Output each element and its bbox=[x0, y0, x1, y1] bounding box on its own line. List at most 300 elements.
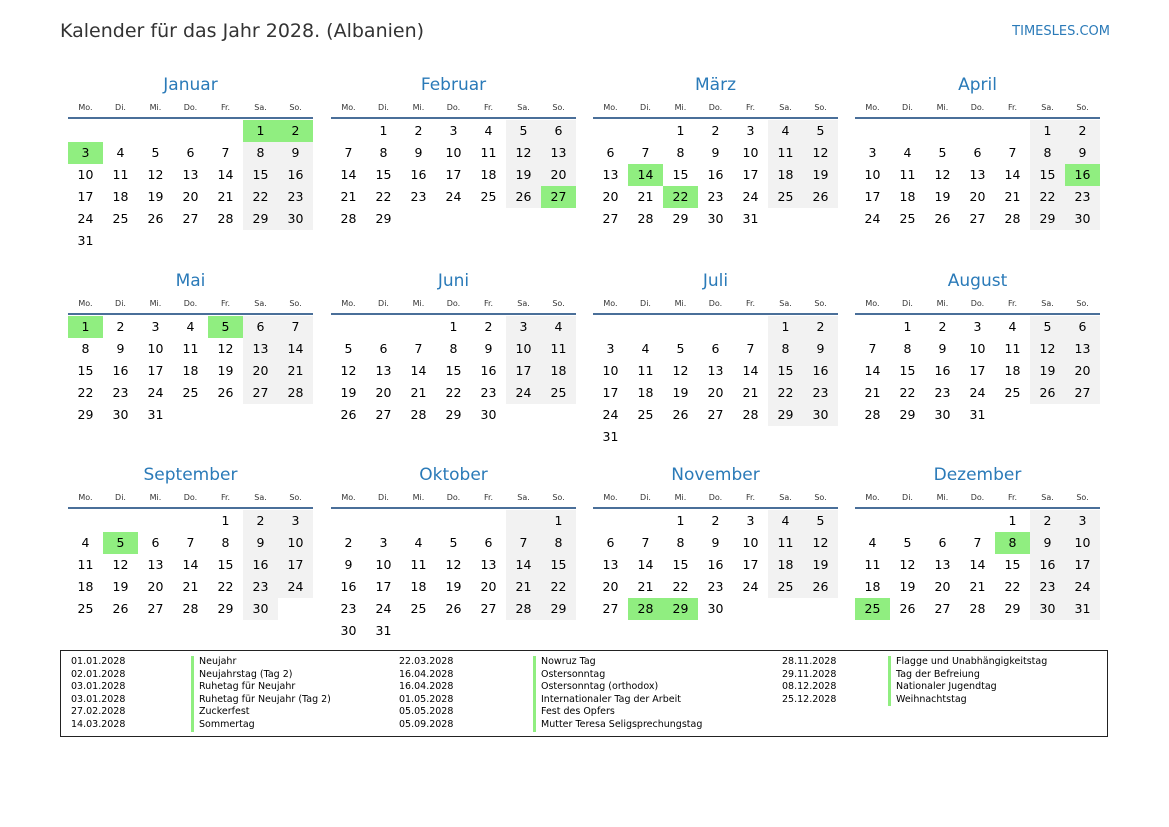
day-cell: 2 bbox=[484, 319, 493, 334]
empty-day-cell bbox=[593, 510, 628, 532]
day-grid bbox=[855, 120, 1100, 230]
empty-day-cell bbox=[593, 316, 628, 338]
day-cell: 13 bbox=[480, 557, 497, 572]
day-cell: 15 bbox=[541, 554, 576, 576]
day-cell: 16 bbox=[112, 363, 129, 378]
empty-day-cell bbox=[436, 510, 471, 532]
day-cell: 3 bbox=[449, 123, 458, 138]
empty-day-cell bbox=[138, 510, 173, 532]
day-cell: 4 bbox=[484, 123, 493, 138]
day-grid bbox=[68, 510, 313, 620]
day-cell: 24 bbox=[742, 579, 759, 594]
day-cell: 20 bbox=[243, 360, 278, 382]
weekday-label: Sa. bbox=[517, 102, 530, 112]
weekday-header bbox=[855, 97, 1100, 119]
day-cell: 24 bbox=[506, 382, 541, 404]
day-cell: 23 bbox=[1030, 576, 1065, 598]
weekday-header bbox=[68, 97, 313, 119]
day-cell: 25 bbox=[768, 576, 803, 598]
day-cell: 19 bbox=[672, 385, 689, 400]
day-grid bbox=[331, 316, 576, 426]
day-cell: 11 bbox=[864, 557, 881, 572]
day-cell: 8 bbox=[243, 142, 278, 164]
day-cell: 5 bbox=[103, 532, 138, 554]
page-title: Kalender für das Jahr 2028. (Albanien) bbox=[60, 20, 425, 42]
day-cell: 22 bbox=[663, 186, 698, 208]
weekday-label: Di. bbox=[115, 102, 126, 112]
day-cell: 7 bbox=[186, 535, 195, 550]
day-cell: 6 bbox=[541, 120, 576, 142]
day-cell: 22 bbox=[217, 579, 234, 594]
day-cell: 21 bbox=[637, 579, 654, 594]
empty-day-cell bbox=[401, 510, 436, 532]
day-cell: 22 bbox=[77, 385, 94, 400]
day-cell: 10 bbox=[969, 341, 986, 356]
day-cell: 25 bbox=[768, 186, 803, 208]
day-cell: 25 bbox=[899, 211, 916, 226]
day-cell: 12 bbox=[803, 142, 838, 164]
day-cell: 28 bbox=[506, 598, 541, 620]
day-cell: 16 bbox=[480, 363, 497, 378]
day-cell: 7 bbox=[344, 145, 353, 160]
day-cell: 31 bbox=[147, 407, 164, 422]
day-cell: 16 bbox=[278, 164, 313, 186]
day-cell: 9 bbox=[414, 145, 423, 160]
empty-day-cell bbox=[68, 120, 103, 142]
day-cell: 21 bbox=[637, 189, 654, 204]
weekday-label: Sa. bbox=[254, 492, 267, 502]
weekday-header bbox=[593, 293, 838, 315]
day-cell: 24 bbox=[375, 601, 392, 616]
weekday-label: Sa. bbox=[254, 102, 267, 112]
day-cell: 4 bbox=[903, 145, 912, 160]
weekday-label: Fr. bbox=[1007, 102, 1018, 112]
day-cell: 24 bbox=[147, 385, 164, 400]
day-cell: 27 bbox=[182, 211, 199, 226]
weekday-label: Sa. bbox=[779, 102, 792, 112]
day-cell: 16 bbox=[803, 360, 838, 382]
day-cell: 27 bbox=[602, 211, 619, 226]
weekday-label: Di. bbox=[902, 298, 913, 308]
day-cell: 26 bbox=[445, 601, 462, 616]
weekday-label: Mo. bbox=[865, 492, 880, 502]
day-cell: 30 bbox=[1065, 208, 1100, 230]
day-cell: 8 bbox=[449, 341, 458, 356]
day-cell: 12 bbox=[1030, 338, 1065, 360]
day-grid bbox=[68, 120, 313, 252]
day-grid bbox=[593, 120, 838, 230]
day-cell: 25 bbox=[855, 598, 890, 620]
day-cell: 7 bbox=[414, 341, 423, 356]
day-cell: 10 bbox=[278, 532, 313, 554]
day-cell: 7 bbox=[641, 535, 650, 550]
empty-day-cell bbox=[506, 208, 541, 230]
day-cell: 29 bbox=[672, 211, 689, 226]
day-cell: 24 bbox=[278, 576, 313, 598]
day-cell: 13 bbox=[147, 557, 164, 572]
weekday-label: Sa. bbox=[1041, 492, 1054, 502]
empty-day-cell bbox=[541, 208, 576, 230]
empty-day-cell bbox=[471, 510, 506, 532]
day-cell: 30 bbox=[803, 404, 838, 426]
day-cell: 18 bbox=[1004, 363, 1021, 378]
day-cell: 15 bbox=[375, 167, 392, 182]
weekday-header bbox=[68, 487, 313, 509]
empty-day-cell bbox=[663, 426, 698, 448]
day-cell: 1 bbox=[541, 510, 576, 532]
month-1 bbox=[68, 73, 313, 252]
weekday-label: Sa. bbox=[779, 298, 792, 308]
day-cell: 23 bbox=[480, 385, 497, 400]
day-cell: 12 bbox=[672, 363, 689, 378]
day-cell: 9 bbox=[938, 341, 947, 356]
day-cell: 17 bbox=[147, 363, 164, 378]
holiday-name: Ostersonntag bbox=[533, 669, 605, 682]
day-cell: 29 bbox=[768, 404, 803, 426]
weekday-label: Do. bbox=[446, 298, 461, 308]
weekday-label: Mi. bbox=[412, 298, 425, 308]
day-cell: 20 bbox=[934, 579, 951, 594]
day-cell: 4 bbox=[641, 341, 650, 356]
empty-day-cell bbox=[471, 208, 506, 230]
day-cell: 11 bbox=[410, 557, 427, 572]
day-cell: 5 bbox=[151, 145, 160, 160]
holiday-name: Neujahr bbox=[191, 656, 236, 669]
weekday-label: Di. bbox=[902, 492, 913, 502]
day-cell: 21 bbox=[182, 579, 199, 594]
empty-day-cell bbox=[506, 620, 541, 642]
day-cell: 18 bbox=[899, 189, 916, 204]
day-cell: 16 bbox=[340, 579, 357, 594]
empty-day-cell bbox=[768, 598, 803, 620]
holiday-date: 03.01.2028 bbox=[71, 681, 126, 693]
day-cell: 14 bbox=[506, 554, 541, 576]
day-cell: 6 bbox=[186, 145, 195, 160]
weekday-label: Mi. bbox=[936, 492, 949, 502]
day-cell: 29 bbox=[243, 208, 278, 230]
day-cell: 29 bbox=[541, 598, 576, 620]
weekday-label: Mo. bbox=[341, 492, 356, 502]
holiday-name: Ruhetag für Neujahr bbox=[191, 681, 295, 694]
day-cell: 2 bbox=[711, 123, 720, 138]
weekday-header bbox=[593, 97, 838, 119]
holiday-name: Neujahrstag (Tag 2) bbox=[191, 669, 292, 682]
month-11 bbox=[593, 463, 838, 620]
empty-day-cell bbox=[628, 316, 663, 338]
day-cell: 22 bbox=[899, 385, 916, 400]
day-cell: 25 bbox=[541, 382, 576, 404]
day-cell: 30 bbox=[934, 407, 951, 422]
weekday-label: So. bbox=[1076, 492, 1089, 502]
day-cell: 29 bbox=[217, 601, 234, 616]
day-cell: 19 bbox=[899, 579, 916, 594]
day-cell: 8 bbox=[768, 338, 803, 360]
empty-day-cell bbox=[628, 120, 663, 142]
day-cell: 23 bbox=[707, 579, 724, 594]
day-cell: 5 bbox=[903, 535, 912, 550]
day-cell: 15 bbox=[445, 363, 462, 378]
day-cell: 12 bbox=[147, 167, 164, 182]
empty-day-cell bbox=[331, 510, 366, 532]
weekday-label: Mo. bbox=[603, 298, 618, 308]
day-cell: 25 bbox=[182, 385, 199, 400]
day-cell: 8 bbox=[1030, 142, 1065, 164]
weekday-label: Mo. bbox=[78, 102, 93, 112]
day-cell: 27 bbox=[147, 601, 164, 616]
day-cell: 18 bbox=[864, 579, 881, 594]
day-cell: 17 bbox=[278, 554, 313, 576]
day-cell: 30 bbox=[707, 601, 724, 616]
day-cell: 23 bbox=[278, 186, 313, 208]
day-cell: 11 bbox=[1004, 341, 1021, 356]
weekday-label: Mi. bbox=[412, 102, 425, 112]
holiday-name: Tag der Befreiung bbox=[888, 669, 980, 682]
day-cell: 30 bbox=[707, 211, 724, 226]
holiday-date: 02.01.2028 bbox=[71, 668, 126, 680]
empty-day-cell bbox=[138, 230, 173, 252]
holiday-date: 05.05.2028 bbox=[399, 706, 454, 718]
weekday-label: So. bbox=[552, 492, 565, 502]
day-cell: 19 bbox=[934, 189, 951, 204]
day-cell: 21 bbox=[864, 385, 881, 400]
day-cell: 29 bbox=[1030, 208, 1065, 230]
day-cell: 23 bbox=[112, 385, 129, 400]
weekday-label: Mi. bbox=[149, 492, 162, 502]
month-name: Februar bbox=[420, 75, 487, 95]
day-cell: 12 bbox=[803, 532, 838, 554]
day-cell: 3 bbox=[868, 145, 877, 160]
day-cell: 27 bbox=[934, 601, 951, 616]
weekday-label: Fr. bbox=[483, 492, 494, 502]
day-cell: 28 bbox=[1004, 211, 1021, 226]
day-grid bbox=[855, 316, 1100, 426]
empty-day-cell bbox=[366, 316, 401, 338]
weekday-header bbox=[593, 487, 838, 509]
day-cell: 15 bbox=[672, 557, 689, 572]
day-cell: 4 bbox=[768, 510, 803, 532]
empty-day-cell bbox=[803, 426, 838, 448]
holiday-date: 03.01.2028 bbox=[71, 693, 126, 705]
day-cell: 1 bbox=[1008, 513, 1017, 528]
day-cell: 15 bbox=[672, 167, 689, 182]
weekday-label: Di. bbox=[115, 298, 126, 308]
day-cell: 5 bbox=[208, 316, 243, 338]
day-cell: 13 bbox=[934, 557, 951, 572]
day-cell: 6 bbox=[606, 145, 615, 160]
month-name: Juni bbox=[437, 271, 470, 291]
day-cell: 27 bbox=[602, 601, 619, 616]
day-cell: 5 bbox=[1030, 316, 1065, 338]
day-cell: 14 bbox=[628, 164, 663, 186]
empty-day-cell bbox=[138, 120, 173, 142]
empty-day-cell bbox=[995, 120, 1030, 142]
day-cell: 23 bbox=[803, 382, 838, 404]
day-cell: 20 bbox=[182, 189, 199, 204]
day-cell: 2 bbox=[938, 319, 947, 334]
empty-day-cell bbox=[698, 316, 733, 338]
day-cell: 20 bbox=[602, 579, 619, 594]
empty-day-cell bbox=[401, 316, 436, 338]
weekday-header bbox=[855, 487, 1100, 509]
day-cell: 11 bbox=[541, 338, 576, 360]
day-cell: 24 bbox=[969, 385, 986, 400]
empty-day-cell bbox=[768, 208, 803, 230]
weekday-label: So. bbox=[814, 102, 827, 112]
day-cell: 3 bbox=[151, 319, 160, 334]
day-cell: 5 bbox=[803, 120, 838, 142]
day-cell: 10 bbox=[742, 535, 759, 550]
day-cell: 30 bbox=[278, 208, 313, 230]
empty-day-cell bbox=[436, 620, 471, 642]
day-cell: 29 bbox=[663, 598, 698, 620]
day-cell: 15 bbox=[1030, 164, 1065, 186]
day-cell: 6 bbox=[1065, 316, 1100, 338]
weekday-label: Mi. bbox=[412, 492, 425, 502]
day-cell: 13 bbox=[602, 557, 619, 572]
day-cell: 12 bbox=[506, 142, 541, 164]
holiday-date: 16.04.2028 bbox=[399, 681, 454, 693]
day-cell: 16 bbox=[1030, 554, 1065, 576]
day-cell: 5 bbox=[803, 510, 838, 532]
day-cell: 22 bbox=[375, 189, 392, 204]
holiday-name: Weihnachtstag bbox=[888, 694, 967, 707]
weekday-label: Di. bbox=[115, 492, 126, 502]
day-cell: 1 bbox=[676, 123, 685, 138]
day-cell: 25 bbox=[480, 189, 497, 204]
day-cell: 27 bbox=[969, 211, 986, 226]
month-3 bbox=[593, 73, 838, 230]
day-cell: 20 bbox=[969, 189, 986, 204]
empty-day-cell bbox=[506, 510, 541, 532]
day-cell: 19 bbox=[803, 164, 838, 186]
holiday-date: 25.12.2028 bbox=[782, 693, 837, 705]
day-cell: 21 bbox=[410, 385, 427, 400]
day-cell: 13 bbox=[969, 167, 986, 182]
day-cell: 2 bbox=[243, 510, 278, 532]
site-link[interactable]: TIMESLES.COM bbox=[1012, 24, 1110, 39]
day-cell: 18 bbox=[768, 164, 803, 186]
empty-day-cell bbox=[208, 404, 243, 426]
day-cell: 9 bbox=[278, 142, 313, 164]
weekday-label: Do. bbox=[183, 102, 198, 112]
day-cell: 11 bbox=[112, 167, 129, 182]
day-cell: 30 bbox=[112, 407, 129, 422]
empty-day-cell bbox=[208, 120, 243, 142]
day-cell: 5 bbox=[938, 145, 947, 160]
day-cell: 30 bbox=[340, 623, 357, 638]
day-cell: 9 bbox=[243, 532, 278, 554]
empty-day-cell bbox=[1065, 404, 1100, 426]
empty-day-cell bbox=[855, 510, 890, 532]
day-cell: 26 bbox=[803, 576, 838, 598]
day-cell: 3 bbox=[1065, 510, 1100, 532]
day-cell: 29 bbox=[445, 407, 462, 422]
day-cell: 19 bbox=[445, 579, 462, 594]
day-cell: 22 bbox=[243, 186, 278, 208]
day-cell: 19 bbox=[340, 385, 357, 400]
day-cell: 23 bbox=[707, 189, 724, 204]
empty-day-cell bbox=[960, 510, 995, 532]
day-cell: 2 bbox=[278, 120, 313, 142]
day-cell: 9 bbox=[1030, 532, 1065, 554]
month-name: März bbox=[695, 75, 736, 95]
holiday-name: Fest des Opfers bbox=[533, 706, 615, 719]
day-cell: 18 bbox=[768, 554, 803, 576]
day-cell: 10 bbox=[742, 145, 759, 160]
weekday-label: Di. bbox=[902, 102, 913, 112]
day-cell: 6 bbox=[711, 341, 720, 356]
day-cell: 20 bbox=[541, 164, 576, 186]
day-cell: 29 bbox=[1004, 601, 1021, 616]
day-grid bbox=[593, 510, 838, 620]
day-cell: 29 bbox=[77, 407, 94, 422]
weekday-label: Do. bbox=[183, 492, 198, 502]
day-cell: 1 bbox=[1030, 120, 1065, 142]
month-name: Dezember bbox=[933, 465, 1022, 485]
weekday-label: Mo. bbox=[603, 102, 618, 112]
day-cell: 14 bbox=[969, 557, 986, 572]
weekday-label: Mo. bbox=[341, 102, 356, 112]
day-cell: 14 bbox=[217, 167, 234, 182]
empty-day-cell bbox=[243, 404, 278, 426]
empty-day-cell bbox=[628, 510, 663, 532]
day-cell: 11 bbox=[899, 167, 916, 182]
day-cell: 24 bbox=[1065, 576, 1100, 598]
weekday-label: Di. bbox=[640, 102, 651, 112]
day-cell: 13 bbox=[182, 167, 199, 182]
day-cell: 17 bbox=[77, 189, 94, 204]
day-cell: 10 bbox=[445, 145, 462, 160]
day-cell: 23 bbox=[1065, 186, 1100, 208]
weekday-label: Mo. bbox=[865, 298, 880, 308]
empty-day-cell bbox=[733, 316, 768, 338]
day-cell: 9 bbox=[711, 535, 720, 550]
day-cell: 9 bbox=[711, 145, 720, 160]
day-cell: 15 bbox=[243, 164, 278, 186]
weekday-label: Mi. bbox=[674, 298, 687, 308]
weekday-label: Mo. bbox=[865, 102, 880, 112]
day-cell: 25 bbox=[410, 601, 427, 616]
weekday-label: So. bbox=[814, 492, 827, 502]
day-cell: 22 bbox=[768, 382, 803, 404]
weekday-label: Sa. bbox=[254, 298, 267, 308]
day-cell: 1 bbox=[221, 513, 230, 528]
day-cell: 27 bbox=[1065, 382, 1100, 404]
day-cell: 19 bbox=[1030, 360, 1065, 382]
weekday-label: Do. bbox=[970, 298, 985, 308]
day-cell: 28 bbox=[410, 407, 427, 422]
day-grid bbox=[68, 316, 313, 426]
day-cell: 5 bbox=[676, 341, 685, 356]
day-cell: 8 bbox=[676, 535, 685, 550]
day-cell: 27 bbox=[375, 407, 392, 422]
day-cell: 16 bbox=[707, 557, 724, 572]
weekday-header bbox=[855, 293, 1100, 315]
day-cell: 19 bbox=[803, 554, 838, 576]
weekday-label: So. bbox=[289, 492, 302, 502]
month-7 bbox=[593, 269, 838, 448]
day-cell: 19 bbox=[217, 363, 234, 378]
holiday-date: 16.04.2028 bbox=[399, 668, 454, 680]
day-cell: 24 bbox=[864, 211, 881, 226]
day-cell: 7 bbox=[221, 145, 230, 160]
day-cell: 2 bbox=[344, 535, 353, 550]
day-cell: 20 bbox=[707, 385, 724, 400]
weekday-header bbox=[68, 293, 313, 315]
day-cell: 24 bbox=[602, 407, 619, 422]
day-cell: 17 bbox=[375, 579, 392, 594]
month-name: Mai bbox=[175, 271, 206, 291]
